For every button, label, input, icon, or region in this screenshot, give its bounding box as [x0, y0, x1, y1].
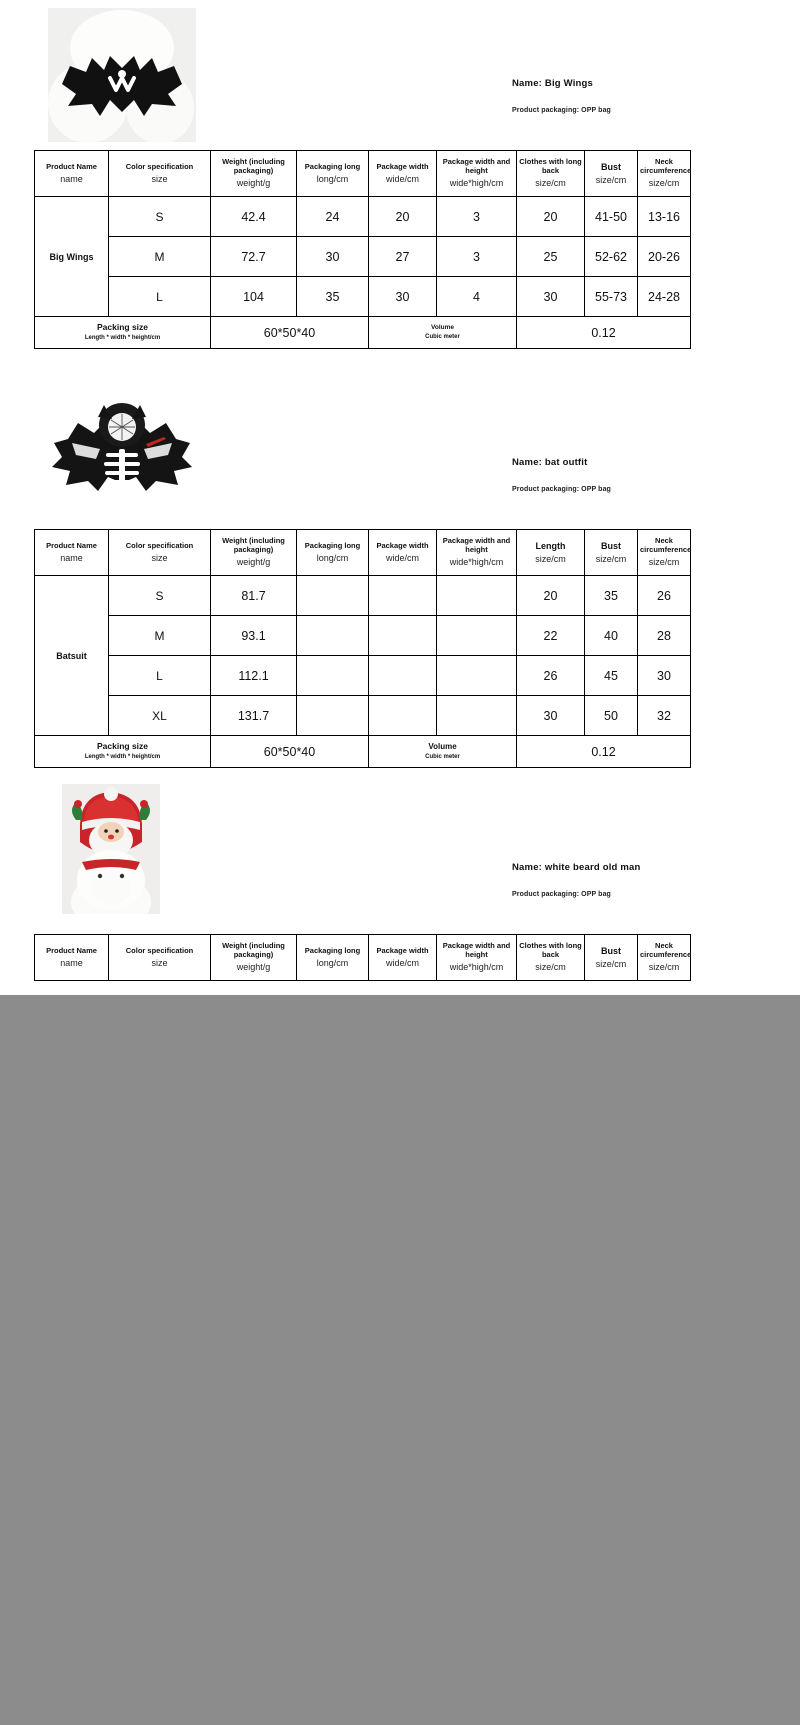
cell-bust: 52-62: [585, 237, 638, 277]
packing-size-label: Packing size Length * width * height/cm: [35, 317, 211, 349]
cell-package-height: [437, 696, 517, 736]
cell-packaging-long: [297, 656, 369, 696]
table-header-row: [35, 151, 691, 197]
header-color-specification: Color specification size: [109, 935, 211, 981]
header-color-specification: Color specification size: [109, 530, 211, 576]
product-header: [0, 379, 800, 529]
cell-weight: 72.7: [211, 237, 297, 277]
packing-size-value: 60*50*40: [211, 317, 369, 349]
cell-size: M: [109, 616, 211, 656]
cell-bust: 35: [585, 576, 638, 616]
product-image-bat-outfit: [48, 387, 196, 521]
cell-size: XL: [109, 696, 211, 736]
spec-table-big-wings: [34, 150, 691, 349]
section-spacer: [0, 349, 800, 379]
table-footer-row: [35, 317, 691, 349]
product-label-block: [512, 862, 641, 898]
cell-size: L: [109, 656, 211, 696]
header-package-width: Package width wide/cm: [369, 151, 437, 197]
cell-package-width: 20: [369, 197, 437, 237]
product-name-label: Name: white beard old man: [512, 862, 641, 873]
cell-length: 26: [517, 656, 585, 696]
cell-package-height: [437, 576, 517, 616]
header-clothes-back-length: Clothes with long back size/cm: [517, 935, 585, 981]
header-package-width-height: Package width and height wide*high/cm: [437, 151, 517, 197]
cell-packaging-long: 35: [297, 277, 369, 317]
cell-weight: 93.1: [211, 616, 297, 656]
header-package-width: Package width wide/cm: [369, 935, 437, 981]
header-weight: Weight (including packaging) weight/g: [211, 151, 297, 197]
cell-bust: 45: [585, 656, 638, 696]
header-clothes-back-length: Clothes with long back size/cm: [517, 151, 585, 197]
packing-size-label: Packing size Length * width * height/cm: [35, 736, 211, 768]
product-header: [0, 784, 800, 934]
cell-length: 22: [517, 616, 585, 656]
header-package-width-height: Package width and height wide*high/cm: [437, 935, 517, 981]
header-weight: Weight (including packaging) weight/g: [211, 935, 297, 981]
product-section-big-wings: [0, 0, 800, 349]
cell-size: S: [109, 576, 211, 616]
header-packaging-long: Packaging long long/cm: [297, 935, 369, 981]
cell-package-width: [369, 616, 437, 656]
cell-neck: 26: [638, 576, 691, 616]
cell-weight: 42.4: [211, 197, 297, 237]
header-color-specification: Color specification size: [109, 151, 211, 197]
product-image-white-beard-old-man: [62, 784, 160, 914]
cell-weight: 104: [211, 277, 297, 317]
cell-package-height: 3: [437, 197, 517, 237]
product-packaging-label: Product packaging: OPP bag: [512, 486, 611, 493]
product-label-block: [512, 457, 611, 493]
cell-neck: 24-28: [638, 277, 691, 317]
cell-neck: 32: [638, 696, 691, 736]
section-spacer: [0, 768, 800, 784]
cell-package-height: 3: [437, 237, 517, 277]
header-bust: Bust size/cm: [585, 935, 638, 981]
product-name-label: Name: Big Wings: [512, 78, 594, 89]
header-product-name: Product Name name: [35, 935, 109, 981]
cell-package-width: 30: [369, 277, 437, 317]
cell-package-height: 4: [437, 277, 517, 317]
table-row: [35, 656, 691, 696]
cell-length: 20: [517, 576, 585, 616]
page-bottom-overlay: [0, 995, 800, 1725]
table-row: [35, 696, 691, 736]
header-product-name: Product Name name: [35, 530, 109, 576]
header-neck-circumference: Neck circumference size/cm: [638, 935, 691, 981]
cell-back-length: 25: [517, 237, 585, 277]
cell-weight: 81.7: [211, 576, 297, 616]
cell-size: L: [109, 277, 211, 317]
volume-label: Volume Cubic meter: [369, 736, 517, 768]
header-packaging-long: Packaging long long/cm: [297, 151, 369, 197]
cell-back-length: 30: [517, 277, 585, 317]
cell-package-width: [369, 656, 437, 696]
cell-packaging-long: 24: [297, 197, 369, 237]
spec-table-white-beard-old-man: [34, 934, 691, 981]
header-neck-circumference: Neck circumference size/cm: [638, 151, 691, 197]
table-row: [35, 616, 691, 656]
product-name-label: Name: bat outfit: [512, 457, 588, 468]
spec-table-bat-outfit: [34, 529, 691, 768]
cell-package-width: 27: [369, 237, 437, 277]
header-neck-circumference: Neck circumference size/cm: [638, 530, 691, 576]
cell-size: M: [109, 237, 211, 277]
packing-size-value: 60*50*40: [211, 736, 369, 768]
cell-length: 30: [517, 696, 585, 736]
table-row: [35, 277, 691, 317]
cell-neck: 20-26: [638, 237, 691, 277]
table-header-row: [35, 530, 691, 576]
product-section-white-beard-old-man: [0, 784, 800, 981]
header-bust: Bust size/cm: [585, 151, 638, 197]
header-product-name: Product Name name: [35, 151, 109, 197]
table-row: [35, 237, 691, 277]
cell-bust: 55-73: [585, 277, 638, 317]
cell-bust: 40: [585, 616, 638, 656]
header-length: Length size/cm: [517, 530, 585, 576]
header-package-width: Package width wide/cm: [369, 530, 437, 576]
cell-weight: 112.1: [211, 656, 297, 696]
cell-package-width: [369, 576, 437, 616]
table-row: [35, 576, 691, 616]
product-packaging-label: Product packaging: OPP bag: [512, 107, 611, 114]
header-bust: Bust size/cm: [585, 530, 638, 576]
cell-bust: 41-50: [585, 197, 638, 237]
product-header: [0, 0, 800, 150]
cell-product-name: Big Wings: [35, 197, 109, 317]
table-row: [35, 197, 691, 237]
cell-bust: 50: [585, 696, 638, 736]
cell-neck: 13-16: [638, 197, 691, 237]
volume-value: 0.12: [517, 736, 691, 768]
table-footer-row: [35, 736, 691, 768]
cell-packaging-long: 30: [297, 237, 369, 277]
cell-product-name: Batsuit: [35, 576, 109, 736]
cell-back-length: 20: [517, 197, 585, 237]
cell-packaging-long: [297, 616, 369, 656]
cell-packaging-long: [297, 576, 369, 616]
cell-neck: 30: [638, 656, 691, 696]
cell-weight: 131.7: [211, 696, 297, 736]
volume-value: 0.12: [517, 317, 691, 349]
cell-size: S: [109, 197, 211, 237]
volume-label: Volume Cubic meter: [369, 317, 517, 349]
product-image-big-wings: [48, 8, 196, 142]
header-packaging-long: Packaging long long/cm: [297, 530, 369, 576]
product-packaging-label: Product packaging: OPP bag: [512, 891, 611, 898]
product-label-block: [512, 78, 611, 114]
header-weight: Weight (including packaging) weight/g: [211, 530, 297, 576]
cell-package-height: [437, 656, 517, 696]
product-section-bat-outfit: [0, 379, 800, 768]
cell-neck: 28: [638, 616, 691, 656]
table-header-row: [35, 935, 691, 981]
header-package-width-height: Package width and height wide*high/cm: [437, 530, 517, 576]
cell-package-height: [437, 616, 517, 656]
cell-package-width: [369, 696, 437, 736]
cell-packaging-long: [297, 696, 369, 736]
